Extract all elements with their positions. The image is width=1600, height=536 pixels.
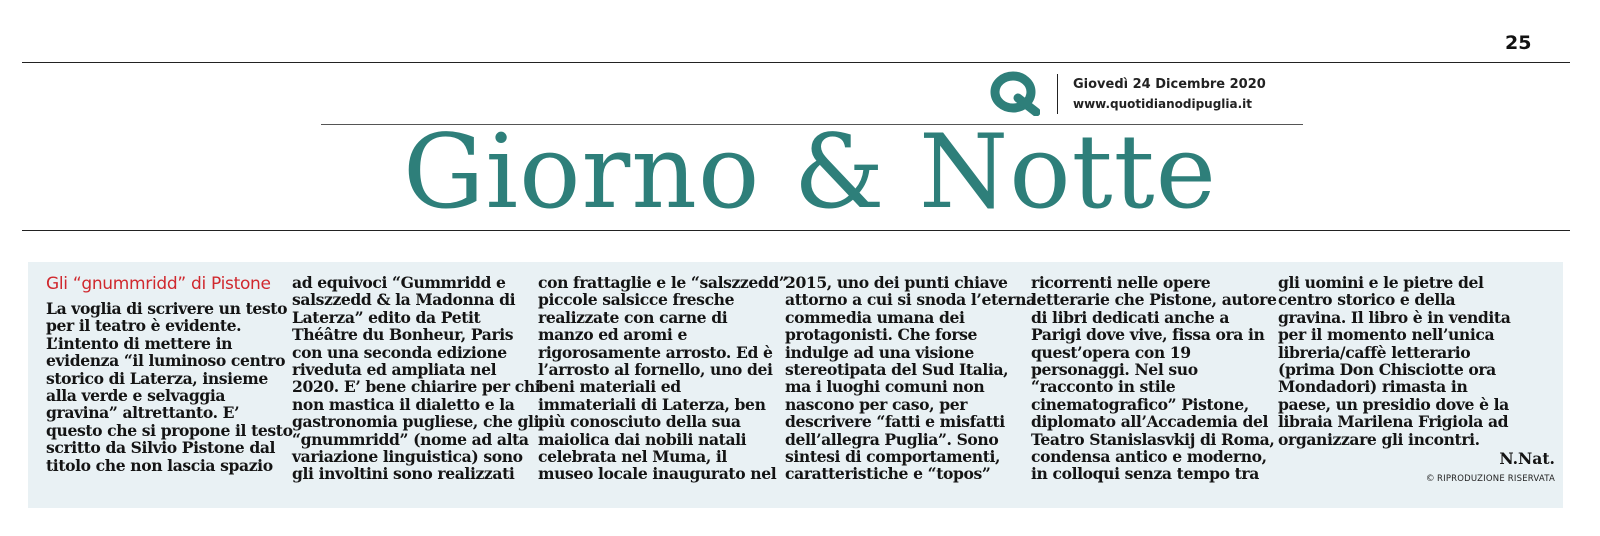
article-text-line: piccole salsicce fresche xyxy=(538,290,735,310)
article-text-line: letterarie che Pistone, autore xyxy=(1031,290,1277,310)
article-column-1 xyxy=(46,274,293,475)
article-text-line: manzo ed aromi e xyxy=(538,325,687,345)
article-text-line: commedia umana dei xyxy=(785,307,965,327)
copyright-icon: © xyxy=(1425,474,1435,484)
article-text-line: centro storico e della xyxy=(1278,290,1456,310)
article-text-line: condensa antico e moderno, xyxy=(1031,447,1267,467)
author-signature: N.Nat. xyxy=(1499,449,1555,468)
masthead-divider xyxy=(1057,74,1058,114)
article-text-line: l’arrosto al fornello, uno dei xyxy=(538,360,773,380)
article-text-line: La voglia di scrivere un testo xyxy=(46,299,288,318)
article-text-line: con una seconda edizione xyxy=(292,342,507,362)
article-text-line: con frattaglie e le “salszzedd” xyxy=(538,273,788,292)
article-text-line: Mondadori) rimasta in xyxy=(1278,377,1468,397)
page-number: 25 xyxy=(1505,32,1532,54)
article-text-line: maiolica dai nobili natali xyxy=(538,429,747,449)
article-text-line: più conosciuto della sua xyxy=(538,412,741,432)
article-text-line: libreria/caffè letterario xyxy=(1278,342,1471,362)
article-text-line: ad equivoci “Gummridd e xyxy=(292,273,506,292)
article-text-line: realizzate con carne di xyxy=(538,307,728,327)
article-text-line: ma i luoghi comuni non xyxy=(785,377,985,397)
article-box xyxy=(28,262,1563,508)
article-text-line: descrivere “fatti e misfatti xyxy=(785,412,1005,432)
article-text-line: “racconto in stile xyxy=(1031,377,1176,397)
article-column-5 xyxy=(1031,273,1277,484)
article-text-line: cinematografico” Pistone, xyxy=(1031,394,1249,414)
article-text-line: beni materiali ed xyxy=(538,377,681,397)
article-text-line: sintesi di comportamenti, xyxy=(785,447,1001,467)
article-text-line: per il teatro è evidente. xyxy=(46,316,242,336)
article-text-line: personaggi. Nel suo xyxy=(1031,360,1198,380)
q-logo-icon xyxy=(990,70,1040,116)
article-text-line: gravina” altrettanto. E’ xyxy=(46,403,240,423)
article-text-line: celebrata nel Muma, il xyxy=(538,447,727,467)
article-text-line: 2015, uno dei punti chiave xyxy=(785,273,1008,292)
article-text-line: indulge ad una visione xyxy=(785,342,974,362)
article-text-line: (prima Don Chisciotte ora xyxy=(1278,360,1496,380)
article-text-line: protagonisti. Che forse xyxy=(785,325,978,345)
article-text-line: stereotipata del Sud Italia, xyxy=(785,360,1009,380)
article-text-line: variazione linguistica) sono xyxy=(292,447,523,467)
article-text-line: salszzedd & la Madonna di xyxy=(292,290,516,310)
copyright-notice xyxy=(1426,474,1555,484)
article-text-line: evidenza “il luminoso centro xyxy=(46,351,286,371)
section-bottom-rule xyxy=(22,230,1570,231)
article-text-line: quest’opera con 19 xyxy=(1031,342,1191,362)
article-text-line: gravina. Il libro è in vendita xyxy=(1278,307,1511,327)
article-column-2 xyxy=(292,273,541,484)
article-text-line: nascono per caso, per xyxy=(785,394,968,414)
article-text-line: alla verde e selvaggia xyxy=(46,386,226,406)
issue-date: Giovedì 24 Dicembre 2020 xyxy=(1073,77,1266,92)
article-column-3 xyxy=(538,273,788,484)
article-text-line: organizzare gli incontri. xyxy=(1278,429,1480,449)
article-text-line: Théâtre du Bonheur, Paris xyxy=(292,325,514,345)
article-column-6 xyxy=(1278,274,1516,448)
article-text-line: dell’allegra Puglia”. Sono xyxy=(785,429,999,449)
article-text-line: rigorosamente arrosto. Ed è xyxy=(538,342,773,362)
article-text-line: Parigi dove vive, fissa ora in xyxy=(1031,325,1265,345)
article-text-line: 2020. E’ bene chiarire per chi xyxy=(292,377,541,397)
article-text-line: gli uomini e le pietre del xyxy=(1278,273,1484,292)
copyright-text: RIPRODUZIONE RISERVATA xyxy=(1437,474,1555,484)
article-text-line: questo che si propone il testo xyxy=(46,420,293,440)
website-link[interactable]: www.quotidianodipuglia.it xyxy=(1073,97,1253,111)
article-text-line: gastronomia pugliese, che gli xyxy=(292,412,540,432)
article-text-line: “gnummridd” (nome ad alta xyxy=(292,429,529,449)
article-text-line: titolo che non lascia spazio xyxy=(46,455,273,475)
top-rule xyxy=(22,62,1570,63)
article-text-line: per il momento nell’unica xyxy=(1278,325,1495,345)
article-text-line: riveduta ed ampliata nel xyxy=(292,360,497,380)
article-text-line: libraia Marilena Frigiola ad xyxy=(1278,412,1509,432)
article-text-line: in colloqui senza tempo tra xyxy=(1031,464,1259,484)
article-column-4 xyxy=(785,273,1036,484)
article-headline: Gli “gnummridd” di Pistone xyxy=(46,274,271,294)
article-text-line: di libri dedicati anche a xyxy=(1031,307,1230,327)
article-text-line: L’intento di mettere in xyxy=(46,333,233,353)
article-text-line: non mastica il dialetto e la xyxy=(292,394,515,414)
article-text-line: scritto da Silvio Pistone dal xyxy=(46,438,276,458)
article-text-line: paese, un presidio dove è la xyxy=(1278,394,1509,414)
article-text-line: Teatro Stanislasvkij di Roma, xyxy=(1031,429,1275,449)
article-text-line: diplomato all’Accademia del xyxy=(1031,412,1268,432)
article-text-line: ricorrenti nelle opere xyxy=(1031,273,1211,292)
article-text-line: Laterza” edito da Petit xyxy=(292,307,481,327)
article-text-line: immateriali di Laterza, ben xyxy=(538,394,766,414)
article-text-line: storico di Laterza, insieme xyxy=(46,368,268,388)
section-title: Giorno & Notte xyxy=(402,113,1217,232)
article-text-line: caratteristiche e “topos” xyxy=(785,464,991,484)
article-text-line: gli involtini sono realizzati xyxy=(292,464,515,484)
article-text-line: attorno a cui si snoda l’eterna xyxy=(785,290,1036,310)
article-text-line: museo locale inaugurato nel xyxy=(538,464,777,484)
